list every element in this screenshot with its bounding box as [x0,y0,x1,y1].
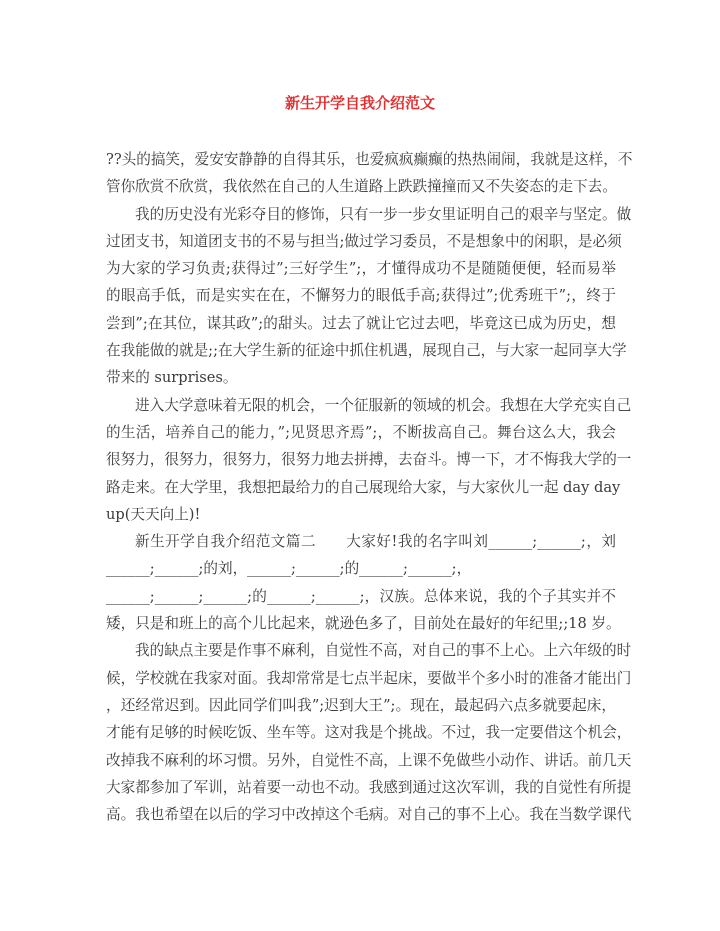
text-line: 管你欣赏不欣赏，我依然在自己的人生道路上跌跌撞撞而又不失姿态的走下去。 [106,178,617,196]
text-line: 为大家的学习负责;获得过”;三好学生”;，才懂得成功不是随随便便，轻而易举 [106,260,616,278]
text-line: 的生活，培养自己的能力，”;见贤思齐焉”;，不断拔高自己。舞台这么大，我会 [106,423,616,441]
text-line: 改掉我不麻利的坏习惯。另外，自觉性不高，上课不免做些小动作、讲话。前几天 [106,751,632,769]
text-line: 路走来。在大学里，我想把最给力的自己展现给大家，与大家伙儿一起 day day [106,478,621,496]
document-body [106,146,633,828]
text-line: 尝到”;在其位，谋其政”;的甜头。过去了就让它过去吧，毕竟这已成为历史，想 [106,314,616,332]
text-line: ______;______;______;的______;______;，汉族。总体来说，我的个子其实并不 [106,587,616,605]
text-line: 的眼高手低，而是实实在在，不懈努力的眼低手高;获得过”;优秀班干”;，终于 [106,287,616,305]
text-line: up(天天向上)! [106,505,201,523]
text-line: 我的缺点主要是作事不麻利，自觉性不高，对自己的事不上心。上六年级的时 [135,642,632,660]
text-line: ______;______;的刘，______;______;的______;______;， [106,560,472,578]
document-title: 新生开学自我介绍范文 [284,94,435,112]
text-line: ，还经常迟到。因此同学们叫我”;迟到大王”;。现在，最起码六点多就要起床， [106,696,616,714]
text-line: ??头的搞笑，爱安安静静的自得其乐，也爱疯疯癫癫的热热闹闹，我就是这样，不 [106,151,633,168]
text-line: 候，学校就在我家对面。我却常常是七点半起床，要做半个多小时的准备才能出门 [106,669,632,687]
text-line: 带来的 surprises。 [106,369,238,387]
text-line: 我的历史没有光彩夺目的修饰，只有一步一步女里证明自己的艰辛与坚定。做 [135,205,632,223]
text-line: 在我能做的就是;;在大学生新的征途中抓住机遇，展现自己，与大家一起同享大学 [106,342,627,360]
text-line: 高。我也希望在以后的学习中改掉这个毛病。对自己的事不上心。我在当数学课代 [106,806,632,824]
text-line: 大家都参加了军训，站着要一动也不动。我感到通过这次军训，我的自觉性有所提 [106,778,632,796]
text-line: 过团支书，知道团支书的不易与担当;做过学习委员，不是想象中的闲职，是必须 [106,232,622,250]
text-line: 新生开学自我介绍范文篇二 大家好!我的名字叫刘______;______;，刘 [135,533,616,551]
text-line: 矮，只是和班上的高个儿比起来，就逊色多了，目前处在最好的年纪里;;18 岁。 [106,615,621,633]
text-line: 很努力，很努力，很努力，很努力地去拼搏，去奋斗。博一下，才不悔我大学的一 [106,451,632,469]
text-line: 才能有足够的时候吃饭、坐车等。这对我是个挑战。不过，我一定要借这个机会， [106,724,632,742]
text-line: 进入大学意味着无限的机会，一个征服新的领域的机会。我想在大学充实自己 [135,396,632,414]
